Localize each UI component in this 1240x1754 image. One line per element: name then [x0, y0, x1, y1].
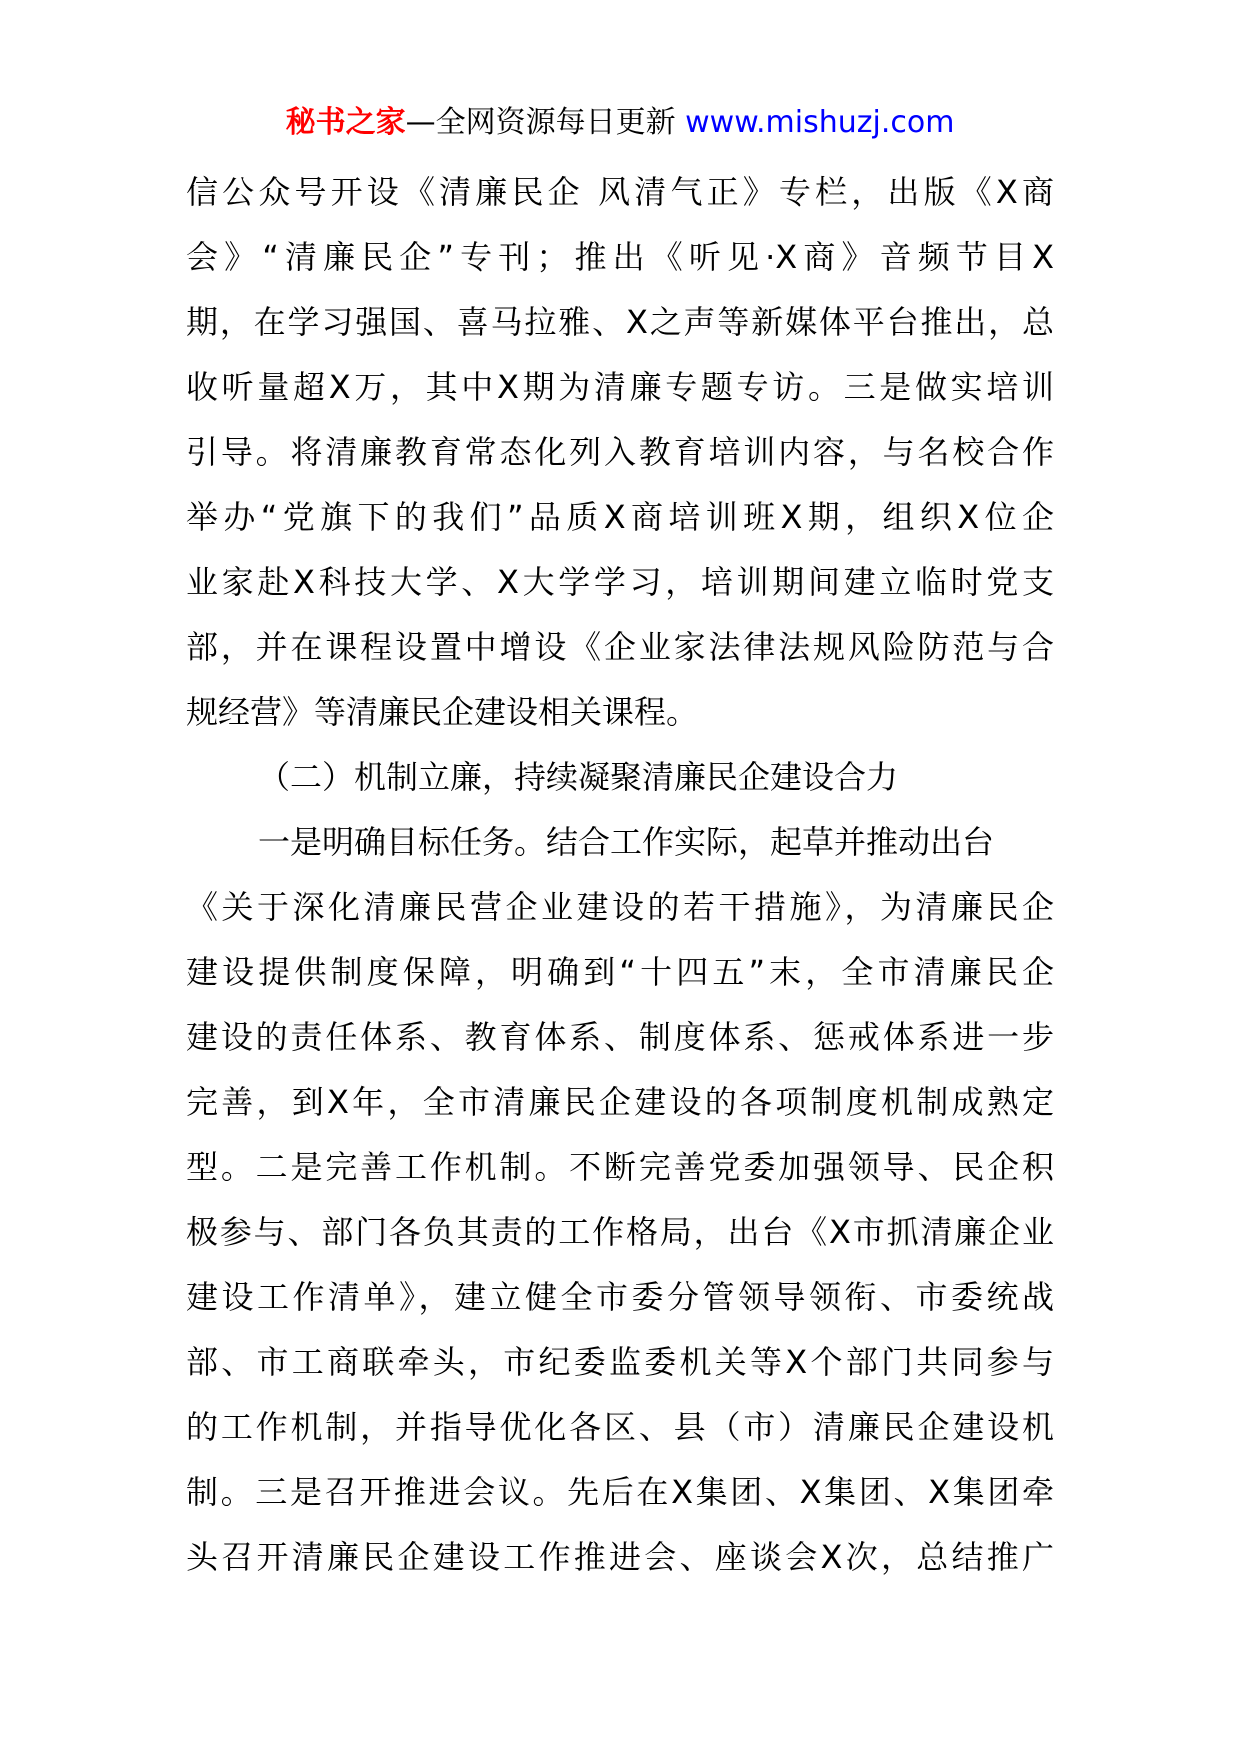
body-line: 型。二是完善工作机制。不断完善党委加强领导、民企积 [186, 1148, 1054, 1186]
body-line: 部、市工商联牵头，市纪委监委机关等X个部门共同参与 [186, 1343, 1054, 1381]
body-line: 头召开清廉民企建设工作推进会、座谈会X次，总结推广 [186, 1538, 1054, 1576]
body-line: 会》“清廉民企”专刊；推出《听见·X商》音频节目X [186, 238, 1054, 276]
body-line: 建设工作清单》，建立健全市委分管领导领衔、市委统战 [186, 1278, 1054, 1316]
page-header [0, 103, 1240, 143]
body-line: 建设提供制度保障，明确到“十四五”末，全市清廉民企 [186, 953, 1054, 991]
body-line: 期，在学习强国、喜马拉雅、X之声等新媒体平台推出，总 [186, 303, 1054, 341]
body-line: 一是明确目标任务。结合工作实际，起草并推动出台 [258, 823, 995, 861]
body-line: 制。三是召开推进会议。先后在X集团、X集团、X集团牵 [186, 1473, 1054, 1511]
body-line: 部，并在课程设置中增设《企业家法律法规风险防范与合 [186, 628, 1054, 666]
body-line: 建设的责任体系、教育体系、制度体系、惩戒体系进一步 [186, 1018, 1054, 1056]
body-line: 规经营》等清廉民企建设相关课程。 [186, 693, 699, 731]
site-tagline: —全网资源每日更新 [405, 105, 676, 140]
body-line: 收听量超X万，其中X期为清廉专题专访。三是做实培训 [186, 368, 1054, 406]
body-line: 《关于深化清廉民营企业建设的若干措施》，为清廉民企 [186, 888, 1054, 926]
body-line: 信公众号开设《清廉民企 风清气正》专栏，出版《X商 [186, 173, 1054, 211]
body-line: 完善，到X年，全市清廉民企建设的各项制度机制成熟定 [186, 1083, 1054, 1121]
body-line: 极参与、部门各负其责的工作格局，出台《X市抓清廉企业 [186, 1213, 1054, 1251]
body-line: 举办“党旗下的我们”品质X商培训班X期，组织X位企 [186, 498, 1054, 536]
site-url-link[interactable]: www.mishuzj.com [685, 105, 955, 140]
site-name: 秘书之家 [285, 105, 406, 140]
document-body [186, 160, 1054, 1590]
body-line: 业家赴X科技大学、X大学学习，培训期间建立临时党支 [186, 563, 1054, 601]
body-line: 引导。将清廉教育常态化列入教育培训内容，与名校合作 [186, 433, 1054, 471]
section-heading: （二）机制立廉，持续凝聚清廉民企建设合力 [258, 758, 899, 796]
body-line: 的工作机制，并指导优化各区、县（市）清廉民企建设机 [186, 1408, 1054, 1446]
